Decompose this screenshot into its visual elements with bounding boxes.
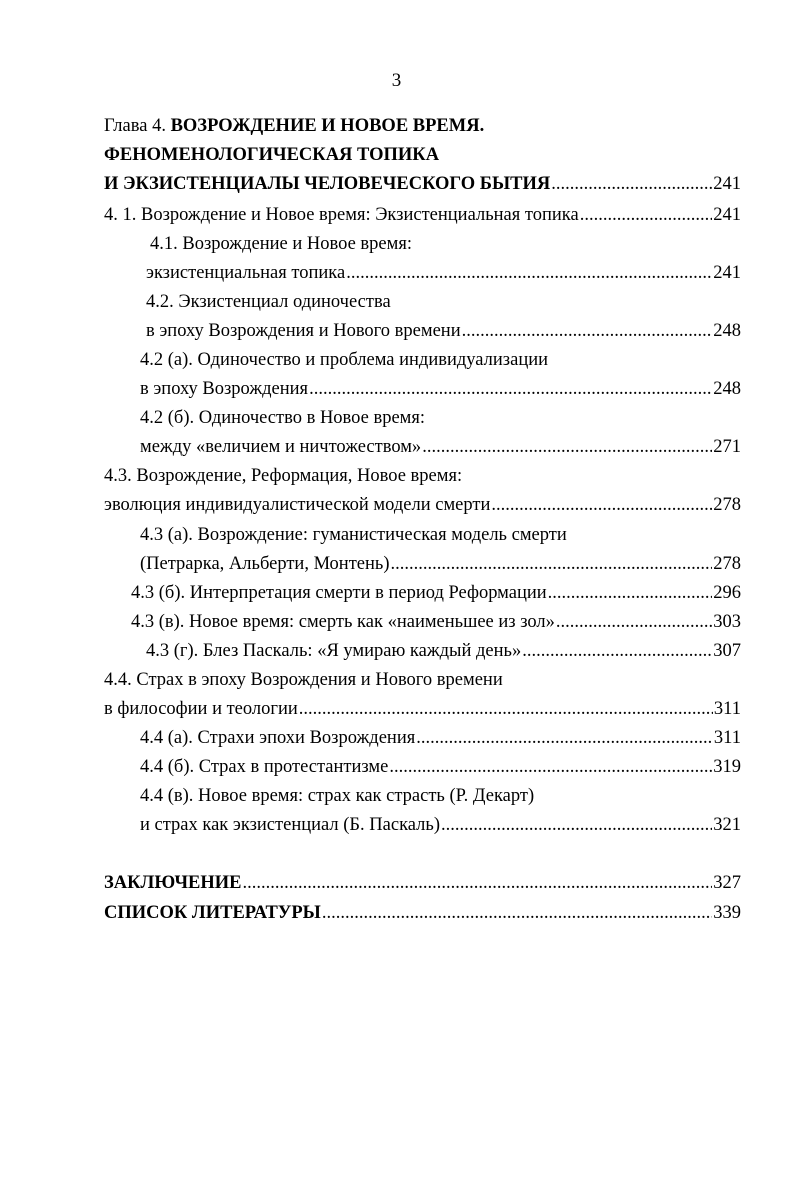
entry-text: 4.3 (б). Интерпретация смерти в период Реформации — [131, 583, 547, 603]
entry-text: 4.3 (г). Блез Паскаль: «Я умираю каждый день» — [146, 641, 522, 661]
page-ref: 327 — [713, 873, 741, 893]
entry-text: 4.3 (в). Новое время: смерть как «наименьшее из зол» — [131, 612, 555, 632]
entry-text: 4.4 (а). Страхи эпохи Возрождения — [140, 728, 416, 748]
page-ref: 241 — [713, 263, 741, 283]
toc-entry-4-3a-line-1[interactable]: 4.3 (а). Возрождение: гуманистическая модель смерти — [140, 525, 567, 545]
chapter-title-part-3: И ЭКЗИСТЕНЦИАЛЫ ЧЕЛОВЕЧЕСКОГО БЫТИЯ — [104, 174, 551, 194]
toc-entry-4-3g[interactable] — [146, 636, 741, 666]
toc-entry-4-4a[interactable] — [140, 723, 741, 753]
leader-dots — [391, 549, 713, 579]
toc-entry-4-4[interactable] — [104, 694, 741, 724]
toc-entry-conclusion[interactable] — [104, 868, 741, 898]
toc-entry-4-3v[interactable] — [131, 607, 741, 637]
page-ref: 271 — [713, 437, 741, 457]
leader-dots — [243, 868, 713, 898]
page-ref: 303 — [713, 612, 741, 632]
leader-dots — [556, 607, 712, 637]
leader-dots — [322, 898, 712, 928]
entry-text: экзистенциальная топика — [146, 263, 346, 283]
toc-entry-4-3a[interactable] — [140, 549, 741, 579]
leader-dots — [522, 636, 712, 666]
toc-entry-4-4-line-1[interactable]: 4.4. Страх в эпоху Возрождения и Нового времени — [104, 670, 503, 690]
toc-entry-4-3b[interactable] — [131, 578, 741, 608]
entry-text: и страх как экзистенциал (Б. Паскаль) — [140, 815, 440, 835]
entry-text: ЗАКЛЮЧЕНИЕ — [104, 873, 242, 893]
entry-text: (Петрарка, Альберти, Монтень) — [140, 554, 390, 574]
entry-text: в эпоху Возрождения — [140, 379, 309, 399]
page-ref: 241 — [713, 205, 741, 225]
toc-entry-4-4v-line-1[interactable]: 4.4 (в). Новое время: страх как страсть (Р. Декарт) — [140, 786, 535, 806]
toc-entry-4-4v[interactable] — [140, 810, 741, 840]
toc-entry-chapter-4[interactable] — [104, 169, 741, 199]
toc-entry-4-3[interactable] — [104, 490, 741, 520]
page-ref: 248 — [713, 321, 741, 341]
leader-dots — [462, 316, 713, 346]
toc-entry-4-1[interactable] — [104, 200, 741, 230]
leader-dots — [389, 752, 712, 782]
toc-entry-4-3-line-1[interactable]: 4.3. Возрождение, Реформация, Новое время: — [104, 466, 463, 486]
chapter-title-line-1 — [104, 111, 484, 141]
page-ref: 278 — [713, 495, 741, 515]
toc-entry-bibliography[interactable] — [104, 898, 741, 928]
chapter-title-line-2: ФЕНОМЕНОЛОГИЧЕСКАЯ ТОПИКА — [104, 145, 440, 165]
leader-dots — [491, 490, 712, 520]
page-ref: 319 — [713, 757, 741, 777]
toc-entry-4-1-sub-line-1[interactable]: 4.1. Возрождение и Новое время: — [150, 234, 412, 254]
leader-dots — [422, 432, 712, 462]
leader-dots — [309, 374, 712, 404]
leader-dots — [416, 723, 713, 753]
page-ref: 241 — [713, 174, 741, 194]
page-ref: 248 — [713, 379, 741, 399]
page-ref: 311 — [713, 699, 741, 719]
page-ref: 307 — [713, 641, 741, 661]
toc-entry-4-2[interactable] — [146, 316, 741, 346]
toc-entry-4-2-line-1[interactable]: 4.2. Экзистенциал одиночества — [146, 292, 391, 312]
toc-entry-4-4b[interactable] — [140, 752, 741, 782]
page-ref: 311 — [713, 728, 741, 748]
entry-text: в эпоху Возрождения и Нового времени — [146, 321, 461, 341]
page-ref: 296 — [713, 583, 741, 603]
leader-dots — [299, 694, 713, 724]
page-ref: 321 — [713, 815, 741, 835]
page-ref: 339 — [713, 903, 741, 923]
entry-text: 4.4 (б). Страх в протестантизме — [140, 757, 389, 777]
entry-text: СПИСОК ЛИТЕРАТУРЫ — [104, 903, 321, 923]
entry-text: 4. 1. Возрождение и Новое время: Экзистенциальная топика — [104, 205, 579, 225]
page-ref: 278 — [713, 554, 741, 574]
leader-dots — [580, 200, 713, 230]
leader-dots — [548, 578, 713, 608]
toc-entry-4-2a-line-1[interactable]: 4.2 (а). Одиночество и проблема индивидуализации — [140, 350, 549, 370]
entry-text: между «величием и ничтожеством» — [140, 437, 422, 457]
leader-dots — [346, 258, 712, 288]
chapter-prefix: Глава 4. — [104, 116, 171, 136]
entry-text: эволюция индивидуалистической модели смерти — [104, 495, 491, 515]
toc-entry-4-2b[interactable] — [140, 432, 741, 462]
entry-text: в философии и теологии — [104, 699, 298, 719]
toc-entry-4-2a[interactable] — [140, 374, 741, 404]
leader-dots — [441, 810, 712, 840]
leader-dots — [551, 169, 712, 199]
toc-entry-4-2b-line-1[interactable]: 4.2 (б). Одиночество в Новое время: — [140, 408, 426, 428]
toc-entry-4-1-sub[interactable] — [146, 258, 741, 288]
page-number: 3 — [391, 70, 402, 91]
chapter-title-part-1: ВОЗРОЖДЕНИЕ И НОВОЕ ВРЕМЯ. — [170, 116, 485, 136]
